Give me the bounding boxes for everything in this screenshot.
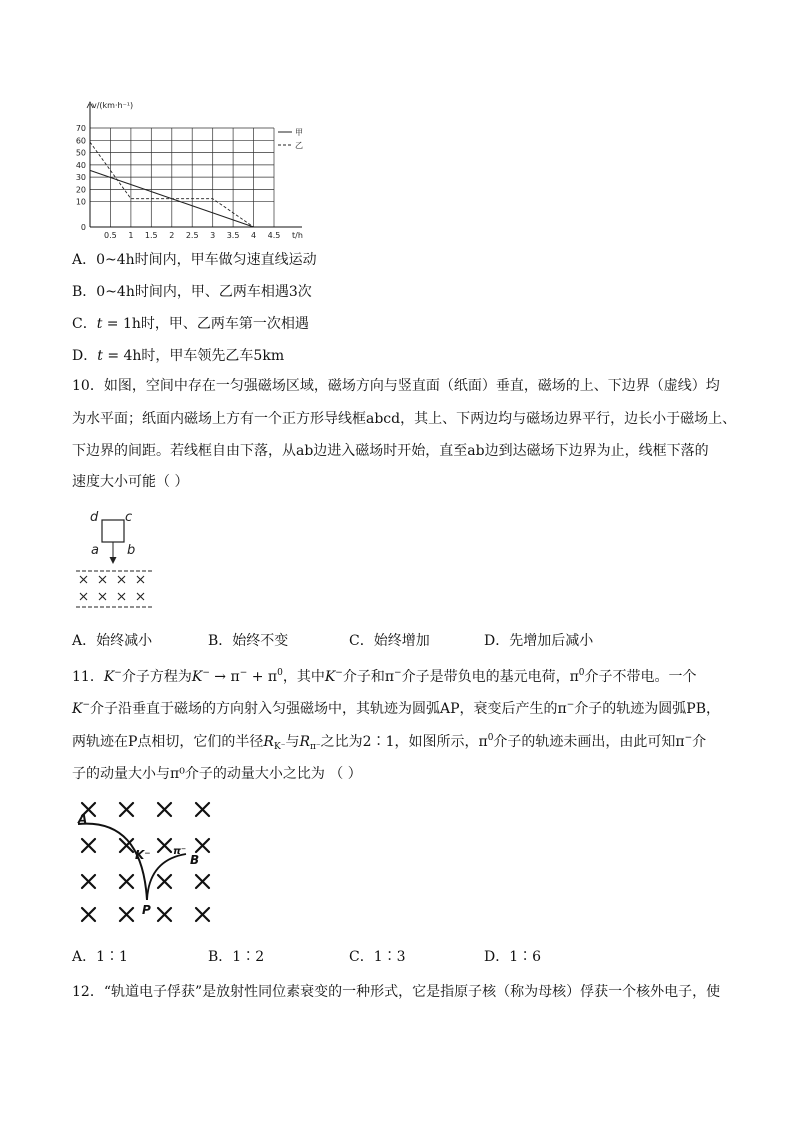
text-segment: 介子的轨迹为圆弧PB， bbox=[574, 701, 721, 717]
kaon-track-label: K⁻ bbox=[135, 848, 151, 862]
q10-option-a: A．始终减小 bbox=[72, 633, 153, 649]
y-tick: 40 bbox=[75, 160, 86, 170]
q11-option-a: A．1∶1 bbox=[72, 949, 128, 965]
q11-figure bbox=[72, 798, 232, 938]
arrow-head-icon bbox=[110, 557, 117, 564]
q10-line-3: 下边界的间距。若线框自由下落，从ab边进入磁场时开始，直至ab边到达磁场下边界为止，线框下落的 bbox=[72, 443, 709, 459]
option-text: = 1h时，甲、乙两车第一次相遇 bbox=[102, 316, 309, 332]
option-text: = 4h时，甲车领先乙车5km bbox=[102, 348, 285, 364]
x-tick: 1.5 bbox=[144, 231, 158, 240]
q12-line-1: 12．“轨道电子俘获”是放射性同位素衰变的一种形式，它是指原子核（称为母核）俘获一个核外电子，使 bbox=[72, 984, 721, 1000]
q10-line-1: 10．如图，空间中存在一匀强磁场区域，磁场方向与竖直面（纸面）垂直，磁场的上、下边界（虚线）均 bbox=[72, 378, 720, 394]
q10-line-4: 速度大小可能（ ） bbox=[72, 474, 189, 490]
y-tick: 30 bbox=[75, 173, 86, 183]
y-tick-labels bbox=[76, 124, 86, 232]
q10-figure bbox=[72, 506, 162, 611]
x-tick: 2 bbox=[169, 231, 175, 240]
pion-track-arc-PB bbox=[147, 854, 186, 900]
q10-option-b: B．始终不变 bbox=[208, 633, 289, 649]
radius-subscript: π⁻ bbox=[310, 742, 321, 752]
field-crosses bbox=[80, 576, 144, 600]
corner-label-c: c bbox=[125, 510, 133, 525]
y-tick: 50 bbox=[75, 148, 86, 158]
text-segment: 介 bbox=[692, 734, 707, 750]
text-segment: 两轨迹在P点相切，它们的半径 bbox=[72, 734, 264, 750]
text-segment: 介子和π bbox=[342, 669, 395, 685]
q9-option-c bbox=[72, 314, 309, 334]
q10-option-c: C．始终增加 bbox=[349, 633, 430, 649]
text-segment: 介子的轨迹未画出，由此可知π bbox=[493, 734, 685, 750]
option-label: C． bbox=[72, 316, 97, 332]
q11-line-4: 子的动量大小与π⁰介子的动量大小之比为 （ ） bbox=[72, 766, 362, 782]
corner-label-d: d bbox=[90, 510, 99, 525]
kaon-symbol: K bbox=[72, 701, 83, 717]
option-text: 0~4h时间内，甲、乙两车相遇3次 bbox=[96, 284, 312, 300]
kaon-symbol: K bbox=[103, 669, 115, 685]
text-segment: 介子不带电。一个 bbox=[584, 669, 697, 685]
legend-yi-label: 乙 bbox=[295, 141, 303, 150]
point-label-B: B bbox=[190, 853, 200, 867]
square-wire-frame bbox=[102, 520, 124, 542]
q9-option-a bbox=[72, 250, 317, 270]
radius-symbol: R bbox=[299, 734, 310, 750]
radius-subscript: K⁻ bbox=[273, 742, 286, 752]
chart-xlabel: t/h bbox=[292, 231, 303, 240]
y-tick: 10 bbox=[75, 197, 86, 207]
x-tick: 4 bbox=[251, 231, 257, 240]
q9-option-d bbox=[72, 346, 284, 366]
option-label: D． bbox=[72, 348, 98, 364]
text-segment: 与 bbox=[285, 734, 300, 750]
text-segment: + π bbox=[247, 669, 278, 685]
q9-option-b bbox=[72, 282, 312, 302]
radius-symbol: R bbox=[263, 734, 274, 750]
x-tick: 3.5 bbox=[226, 231, 240, 240]
legend-jia-label: 甲 bbox=[295, 128, 303, 137]
option-text: 0~4h时间内，甲车做匀速直线运动 bbox=[96, 252, 317, 268]
text-segment: → π bbox=[209, 669, 240, 685]
y-tick: 60 bbox=[75, 136, 86, 146]
x-tick: 1 bbox=[128, 231, 134, 240]
velocity-time-chart bbox=[70, 94, 310, 244]
q11-option-c: C．1∶3 bbox=[349, 949, 406, 965]
option-label: A． bbox=[72, 252, 97, 268]
corner-label-a: a bbox=[91, 543, 99, 558]
y-tick: 0 bbox=[80, 223, 86, 232]
y-tick: 20 bbox=[75, 185, 86, 195]
chart-ylabel: v/(km·h⁻¹) bbox=[92, 101, 134, 110]
x-tick-labels bbox=[104, 231, 280, 240]
q11-line-1: 11．K−介子方程为$K^- \to \pi^- + \pi^0$，其中K−介子和π−介子是带负电的基元电荷，$\pi^0$介子不带电。一个 bbox=[72, 668, 697, 685]
q11-line-2: K−介子沿垂直于磁场的方向射入匀强磁场中，其轨迹为圆弧AP，衰变后产生的π−介子的轨迹为圆弧PB， bbox=[72, 700, 721, 717]
point-label-P: P bbox=[142, 903, 151, 917]
q10-option-d: D．先增加后减小 bbox=[484, 633, 594, 649]
pion-track-label: π⁻ bbox=[173, 846, 187, 857]
text-segment: 介子方程为 bbox=[121, 669, 192, 685]
x-tick: 3 bbox=[210, 231, 216, 240]
text-segment: 介子是带负电的基元电荷，π bbox=[401, 669, 579, 685]
y-tick: 70 bbox=[75, 124, 86, 133]
x-tick: 2.5 bbox=[185, 231, 199, 240]
x-tick: 0.5 bbox=[104, 231, 117, 240]
point-label-A: A bbox=[78, 812, 88, 826]
option-label: B． bbox=[72, 284, 97, 300]
kaon-symbol: K bbox=[191, 669, 203, 685]
time-variable: t bbox=[97, 348, 103, 364]
chart-legend bbox=[278, 128, 303, 150]
corner-label-b: b bbox=[127, 543, 136, 558]
text-segment: 介子沿垂直于磁场的方向射入匀强磁场中，其轨迹为圆弧AP，衰变后产生的π bbox=[90, 701, 567, 717]
q11-option-d: D．1∶6 bbox=[484, 949, 542, 965]
text-segment: ，其中 bbox=[282, 669, 325, 685]
text-segment: 之比为2∶1，如图所示，π bbox=[320, 734, 488, 750]
kaon-symbol: K bbox=[324, 669, 336, 685]
x-tick: 4.5 bbox=[267, 231, 281, 240]
time-variable: t bbox=[96, 316, 103, 332]
q10-line-2: 为水平面；纸面内磁场上方有一个正方形导线框abcd，其上、下两边均与磁场边界平行，边长小于磁场上、 bbox=[72, 411, 737, 427]
q11-line-3: 两轨迹在P点相切，它们的半径$R_{K^-}$与$R_{\pi^-}$之比为2∶1，如图所示，$\pi^0$介子的轨迹未画出，由此可知π−介 bbox=[72, 733, 707, 752]
q11-option-b: B．1∶2 bbox=[208, 949, 265, 965]
q11-number: 11． bbox=[72, 669, 104, 685]
chart-grid bbox=[90, 128, 274, 227]
